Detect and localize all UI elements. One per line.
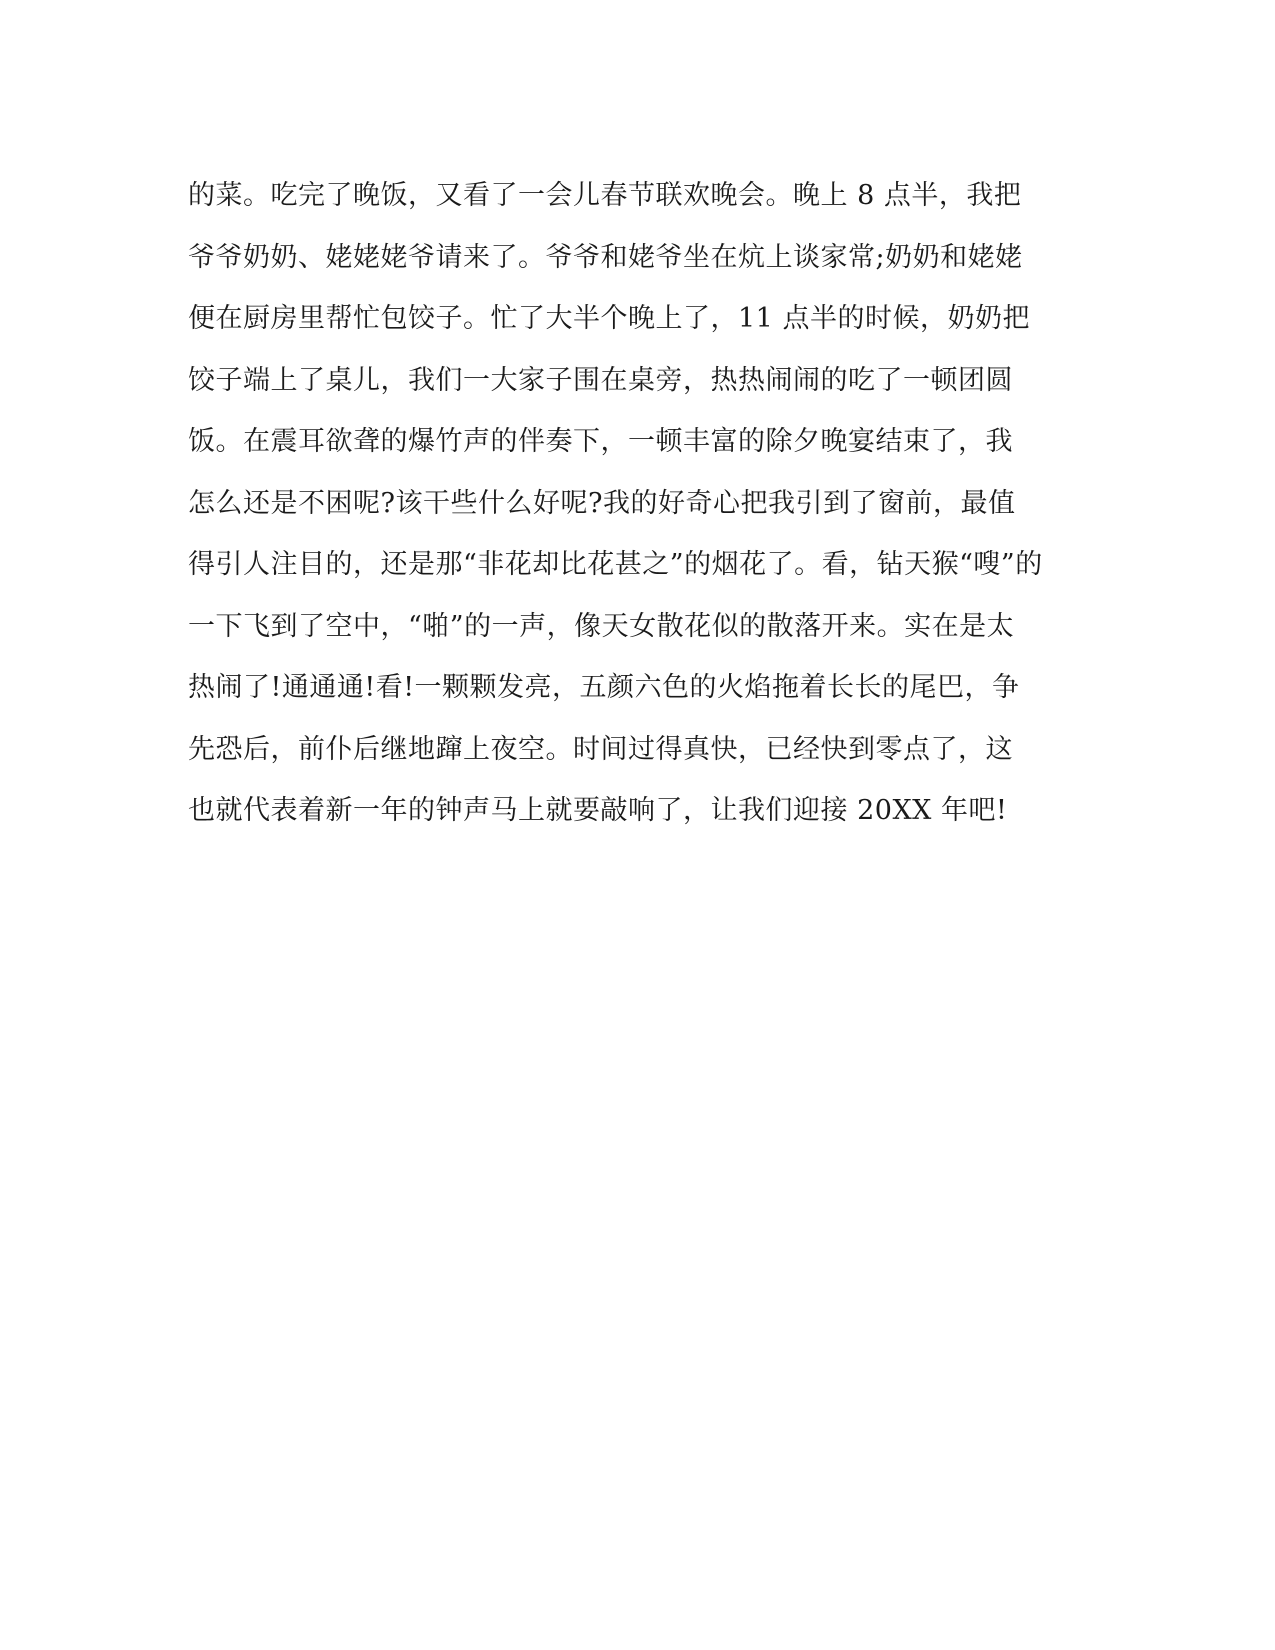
text-line-8: 一下飞到了空中，“啪”的一声，像天女散花似的散落开来。实在是太 [188,610,1015,642]
text-line-3: 便在厨房里帮忙包饺子。忙了大半个晚上了，11 点半的时候，奶奶把 [188,303,1030,334]
text-line-11: 也就代表着新一年的钟声马上就要敲响了，让我们迎接 20XX 年吧! [188,795,1008,826]
text-line-2: 爷爷奶奶、姥姥姥爷请来了。爷爷和姥爷坐在炕上谈家常;奶奶和姥姥 [188,241,1023,273]
text-line-9: 热闹了!通通通!看!一颗颗发亮，五颜六色的火焰拖着长长的尾巴，争 [188,672,1020,703]
text-line-7: 得引人注目的，还是那“非花却比花甚之”的烟花了。看，钻天猴“嗖”的 [188,549,1043,580]
text-line-6: 怎么还是不困呢?该干些什么好呢?我的好奇心把我引到了窗前，最值 [188,487,1016,519]
body-text [188,165,1088,842]
text-line-5: 饭。在震耳欲聋的爆竹声的伴奏下，一顿丰富的除夕晚宴结束了，我 [188,426,1013,457]
text-line-1: 的菜。吃完了晚饭，又看了一会儿春节联欢晚会。晚上 8 点半，我把 [188,180,1022,211]
text-line-4: 饺子端上了桌儿，我们一大家子围在桌旁，热热闹闹的吃了一顿团圆 [188,364,1013,396]
text-line-10: 先恐后，前仆后继地蹿上夜空。时间过得真快，已经快到零点了，这 [188,733,1013,765]
